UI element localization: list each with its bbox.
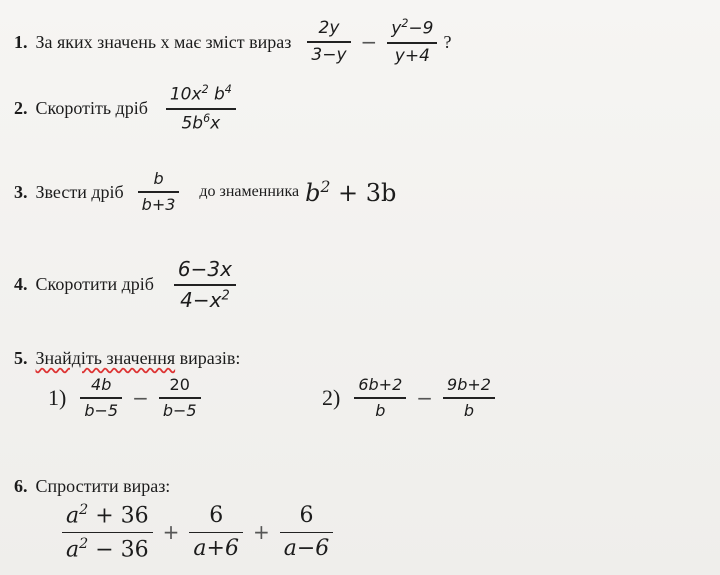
- denominator: b−5: [162, 400, 197, 420]
- task-number: 1.: [14, 31, 28, 52]
- fraction: [174, 258, 236, 312]
- denominator: b−5: [84, 400, 119, 420]
- fraction-2: [387, 18, 437, 66]
- task-6-expression: [56, 502, 339, 563]
- fraction-2: [159, 376, 201, 420]
- fraction-1: [307, 19, 350, 66]
- task-4: [14, 258, 242, 312]
- fraction-1: [354, 376, 406, 420]
- fraction-bar: [280, 532, 334, 534]
- task-text: Звести дріб: [35, 181, 124, 202]
- denominator: $5b^6x$: [181, 111, 221, 134]
- fraction-bar: [354, 397, 406, 399]
- fraction-bar: [138, 191, 180, 193]
- numerator: 6: [209, 503, 224, 529]
- task-5-item-2: [322, 376, 501, 420]
- numerator: $a^2 + 36$: [66, 502, 149, 529]
- fraction-3: [280, 503, 334, 561]
- fraction-bar: [387, 42, 437, 44]
- denominator: y+4: [394, 45, 430, 66]
- fraction-bar: [189, 532, 243, 534]
- task-number: 2.: [14, 98, 28, 119]
- numerator: 4b: [91, 375, 112, 394]
- task-number: 3.: [14, 181, 28, 202]
- target-denominator: $b^2 + 3b$: [305, 177, 397, 207]
- operator: −: [132, 386, 149, 411]
- task-text: Скоротіть дріб: [35, 98, 148, 119]
- denominator: a+6: [193, 536, 239, 562]
- fraction-1: [80, 376, 122, 420]
- denominator: a−6: [283, 536, 330, 562]
- denominator: $4-x^2$: [180, 287, 230, 312]
- task-5-heading: [14, 348, 240, 369]
- fraction-1: [62, 502, 153, 563]
- item-label: 2): [322, 385, 341, 411]
- numerator: $y^2-9$: [391, 17, 434, 39]
- task-text: За яких значень х має зміст вираз: [35, 31, 292, 52]
- fraction: [138, 170, 180, 214]
- operator: −: [416, 386, 434, 411]
- fraction-bar: [62, 532, 153, 534]
- fraction-2: [443, 376, 495, 420]
- denominator: $a^2 - 36$: [66, 536, 149, 563]
- operator: +: [162, 520, 180, 545]
- numerator: b: [153, 169, 164, 188]
- numerator: 2y: [318, 17, 340, 38]
- denominator: b: [375, 400, 386, 420]
- spellcheck-underlined-word: Знайдіть значення: [35, 348, 176, 368]
- task-2: [14, 84, 242, 134]
- task-6-heading: [14, 476, 170, 497]
- fraction-bar: [159, 397, 201, 399]
- task-1: [14, 18, 451, 66]
- task-text: Скоротити дріб: [35, 274, 154, 295]
- operator: −: [360, 30, 378, 55]
- numerator: 9b+2: [447, 375, 491, 394]
- fraction-bar: [174, 284, 236, 286]
- fraction-bar: [80, 397, 122, 399]
- task-3: [14, 170, 396, 214]
- task-number: 4.: [14, 274, 28, 295]
- fraction-bar: [443, 397, 495, 399]
- numerator: 20: [169, 375, 190, 394]
- denominator: 3−y: [311, 44, 347, 65]
- fraction: [166, 84, 236, 134]
- task-number: 6.: [14, 476, 28, 496]
- numerator: 6−3x: [177, 257, 232, 281]
- fraction-2: [189, 503, 243, 561]
- denominator: b: [463, 400, 475, 420]
- question-mark: ?: [443, 31, 452, 52]
- task-number: 5.: [14, 348, 28, 368]
- task-text: Знайдіть значення виразів:: [35, 348, 241, 368]
- denominator: b+3: [141, 194, 176, 214]
- fraction-bar: [307, 41, 350, 43]
- task-5-item-1: [48, 376, 207, 420]
- fraction-bar: [166, 108, 236, 110]
- item-label: 1): [48, 385, 67, 411]
- task-text: Спростити вираз:: [35, 476, 171, 496]
- numerator: 6b+2: [358, 375, 403, 394]
- task-text-2: до знаменника: [199, 183, 300, 201]
- numerator: $10x^2$ $b^4$: [169, 83, 232, 105]
- numerator: 6: [299, 503, 314, 529]
- operator: +: [252, 520, 270, 545]
